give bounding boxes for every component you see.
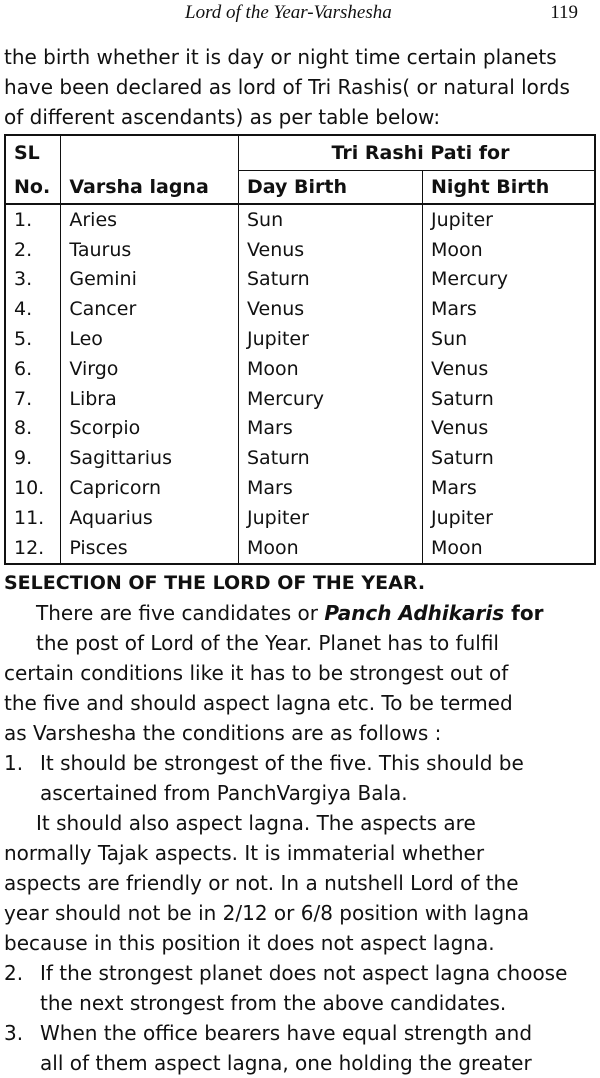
list-number: 2.: [4, 961, 24, 985]
col-header-varsha-lagna: Varsha lagna: [61, 171, 239, 205]
paragraph-line: the post of Lord of the Year. Planet has to fulfil: [36, 631, 499, 655]
list-line: When the office bearers have equal strength and: [40, 1021, 533, 1045]
cell-night-birth: Venus: [423, 354, 595, 384]
cell-night-birth: Venus: [423, 414, 595, 444]
cell-varsha-lagna: Virgo: [61, 354, 239, 384]
table-row: [5, 324, 595, 354]
table-row: [5, 503, 595, 533]
cell-sl: 3.: [5, 265, 61, 295]
intro-line: have been declared as lord of Tri Rashis( or natural lords: [4, 75, 570, 99]
text-run: for: [504, 601, 544, 625]
cell-day-birth: Mercury: [238, 384, 422, 414]
cell-day-birth: Sun: [238, 204, 422, 235]
paragraph-line: year should not be in 2/12 or 6/8 position with lagna: [4, 901, 530, 925]
table-row: [5, 265, 595, 295]
cell-varsha-lagna: Sagittarius: [61, 443, 239, 473]
table-row: [5, 384, 595, 414]
cell-day-birth: Moon: [238, 533, 422, 564]
paragraph-candidates: [4, 598, 596, 748]
page-number: 119: [550, 2, 578, 23]
cell-varsha-lagna: Scorpio: [61, 414, 239, 444]
text-run: There are five candidates or: [36, 601, 325, 625]
body-text: [4, 568, 596, 1078]
paragraph-line: aspects are friendly or not. In a nutshell Lord of the: [4, 871, 519, 895]
col-header-day-birth: Day Birth: [238, 171, 422, 205]
cell-night-birth: Moon: [423, 533, 595, 564]
paragraph-line: certain conditions like it has to be strongest out of: [4, 661, 509, 685]
intro-paragraph: [4, 42, 596, 132]
cell-night-birth: Saturn: [423, 384, 595, 414]
cell-sl: 6.: [5, 354, 61, 384]
cell-sl: 10.: [5, 473, 61, 503]
cell-night-birth: Mars: [423, 473, 595, 503]
cell-sl: 12.: [5, 533, 61, 564]
table-row: [5, 294, 595, 324]
cell-day-birth: Saturn: [238, 265, 422, 295]
intro-line: of different ascendants) as per table below:: [4, 105, 441, 129]
cell-day-birth: Mars: [238, 414, 422, 444]
cell-day-birth: Jupiter: [238, 503, 422, 533]
table-row: [5, 235, 595, 265]
cell-sl: 7.: [5, 384, 61, 414]
paragraph-line: the five and should aspect lagna etc. To be termed: [4, 691, 513, 715]
cell-sl: 8.: [5, 414, 61, 444]
cell-varsha-lagna: Cancer: [61, 294, 239, 324]
cell-day-birth: Venus: [238, 294, 422, 324]
cell-sl: 1.: [5, 204, 61, 235]
col-header-blank: [61, 135, 239, 171]
cell-varsha-lagna: Leo: [61, 324, 239, 354]
cell-sl: 2.: [5, 235, 61, 265]
tri-rashi-pati-table: [4, 134, 596, 565]
cell-sl: 11.: [5, 503, 61, 533]
col-header-no: No.: [5, 171, 61, 205]
paragraph-aspects: [4, 808, 596, 958]
list-item-1: [4, 748, 596, 808]
table-row: [5, 443, 595, 473]
cell-varsha-lagna: Gemini: [61, 265, 239, 295]
cell-sl: 9.: [5, 443, 61, 473]
cell-night-birth: Mars: [423, 294, 595, 324]
paragraph-line: It should also aspect lagna. The aspects are: [36, 811, 476, 835]
cell-night-birth: Moon: [423, 235, 595, 265]
cell-varsha-lagna: Libra: [61, 384, 239, 414]
cell-day-birth: Venus: [238, 235, 422, 265]
col-header-night-birth: Night Birth: [423, 171, 595, 205]
table-row: [5, 204, 595, 235]
table-row: [5, 473, 595, 503]
running-title: Lord of the Year-Varshesha: [185, 2, 392, 23]
cell-night-birth: Jupiter: [423, 503, 595, 533]
list-line: If the strongest planet does not aspect lagna choose: [40, 961, 568, 985]
paragraph-line: because in this position it does not aspect lagna.: [4, 931, 495, 955]
page-header: [0, 2, 600, 28]
cell-varsha-lagna: Aries: [61, 204, 239, 235]
table-body: [5, 204, 595, 564]
intro-line: the birth whether it is day or night time certain planets: [4, 45, 557, 69]
paragraph-line: as Varshesha the conditions are as follows :: [4, 721, 442, 745]
cell-night-birth: Jupiter: [423, 204, 595, 235]
cell-day-birth: Moon: [238, 354, 422, 384]
cell-day-birth: Jupiter: [238, 324, 422, 354]
cell-day-birth: Mars: [238, 473, 422, 503]
list-number: 1.: [4, 751, 24, 775]
col-header-sl: SL: [5, 135, 61, 171]
list-line: the next strongest from the above candidates.: [40, 991, 507, 1015]
cell-sl: 4.: [5, 294, 61, 324]
emphasis-panch-adhikaris: Panch Adhikaris: [324, 601, 505, 625]
cell-night-birth: Sun: [423, 324, 595, 354]
cell-varsha-lagna: Capricorn: [61, 473, 239, 503]
list-line: ascertained from PanchVargiya Bala.: [40, 781, 408, 805]
cell-night-birth: Mercury: [423, 265, 595, 295]
table-row: [5, 354, 595, 384]
list-line: all of them aspect lagna, one holding the greater: [40, 1051, 532, 1075]
paragraph-line: normally Tajak aspects. It is immaterial whether: [4, 841, 485, 865]
list-line: It should be strongest of the five. This should be: [40, 751, 524, 775]
cell-varsha-lagna: Pisces: [61, 533, 239, 564]
cell-varsha-lagna: Aquarius: [61, 503, 239, 533]
cell-night-birth: Saturn: [423, 443, 595, 473]
cell-sl: 5.: [5, 324, 61, 354]
section-heading: SELECTION OF THE LORD OF THE YEAR.: [4, 572, 426, 594]
table-row: [5, 414, 595, 444]
cell-varsha-lagna: Taurus: [61, 235, 239, 265]
list-item-3: [4, 1018, 596, 1078]
group-header-tri-rashi-pati: Tri Rashi Pati for: [238, 135, 595, 171]
paragraph-first-line: [4, 598, 596, 628]
list-item-2: [4, 958, 596, 1018]
table-row: [5, 533, 595, 564]
cell-day-birth: Saturn: [238, 443, 422, 473]
list-number: 3.: [4, 1021, 24, 1045]
